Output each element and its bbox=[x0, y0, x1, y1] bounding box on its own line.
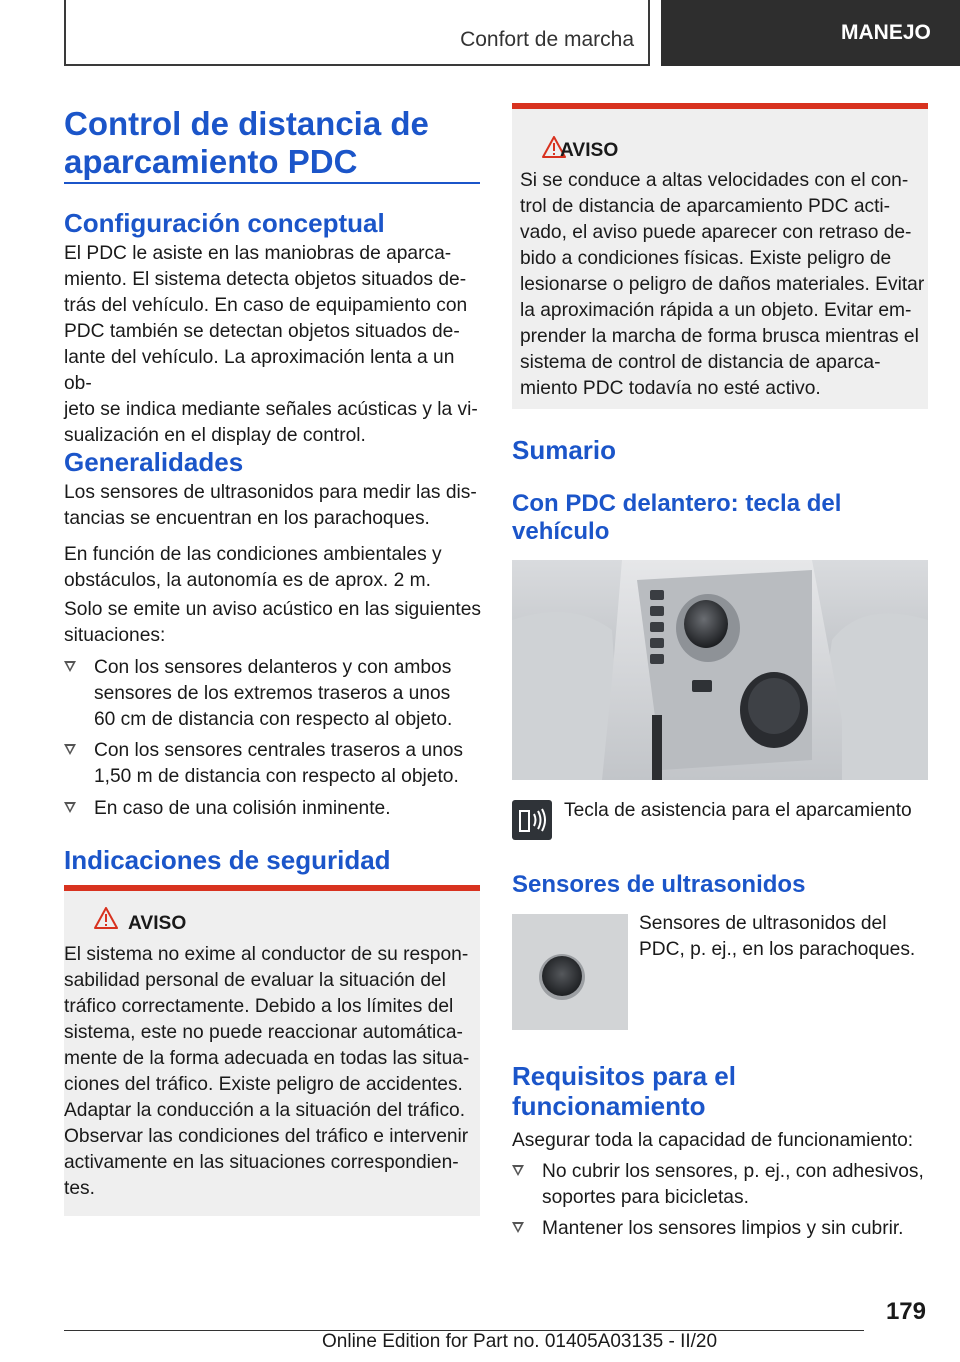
list-item-text bbox=[542, 1216, 904, 1242]
text-line: bido a condiciones físicas. Existe peligro de bbox=[520, 248, 892, 269]
text-line: El PDC le asiste en las maniobras de aparca‐ bbox=[64, 243, 452, 264]
list-item-text bbox=[94, 655, 452, 733]
list-item-text bbox=[94, 796, 391, 822]
text-line: El sistema no exime al conductor de su respon‐ bbox=[64, 944, 469, 965]
text-line: PDC también se detectan objetos situados de‐ bbox=[64, 321, 460, 342]
center-console-photo bbox=[512, 560, 928, 780]
heading-line: Con PDC delantero: tecla del bbox=[512, 490, 842, 517]
text-line: mente de la forma adecuada en todas las situa‐ bbox=[64, 1048, 470, 1069]
page-title-line-1: Control de distancia de bbox=[64, 105, 429, 142]
text-line: tancias se encuentran en los parachoques. bbox=[64, 508, 430, 529]
general-paragraph-1 bbox=[64, 480, 484, 532]
text-line: sistema, este no puede reaccionar automática‐ bbox=[64, 1022, 463, 1043]
list-item bbox=[64, 796, 480, 824]
text-line: Los sensores de ultrasonidos para medir las dis‐ bbox=[64, 482, 477, 503]
text-line: Con los sensores centrales traseros a unos bbox=[94, 740, 464, 761]
list-item bbox=[512, 1216, 928, 1244]
text-line: Si se conduce a altas velocidades con el con‐ bbox=[520, 170, 909, 191]
text-line: lesionarse o peligro de daños materiales. Evitar bbox=[520, 274, 925, 295]
list-item-text bbox=[94, 738, 463, 790]
text-line: la aproximación rápida a un objeto. Evitar em‐ bbox=[520, 300, 912, 321]
warning-text bbox=[520, 168, 930, 402]
text-line: Con los sensores delanteros y con ambos bbox=[94, 657, 452, 678]
text-line: No cubrir los sensores, p. ej., con adhesivos, bbox=[542, 1161, 924, 1182]
text-line: Mantener los sensores limpios y sin cubrir. bbox=[542, 1218, 904, 1239]
bullet-triangle-icon bbox=[64, 744, 76, 755]
header-chapter-title: MANEJO bbox=[841, 21, 931, 44]
general-paragraph-3 bbox=[64, 597, 484, 649]
text-line: trás del vehículo. En caso de equipamiento con bbox=[64, 295, 468, 316]
heading-requirements bbox=[512, 1061, 736, 1121]
footer-edition: Online Edition for Part no. 01405A03135 - II/20 bbox=[322, 1331, 718, 1352]
general-paragraph-2 bbox=[64, 542, 484, 594]
text-line: jeto se indica mediante señales acústicas y la vi‐ bbox=[64, 399, 478, 420]
text-line: activamente en las situaciones correspondien‐ bbox=[64, 1152, 459, 1173]
heading-summary: Sumario bbox=[512, 435, 617, 465]
concept-paragraph bbox=[64, 241, 484, 449]
text-line: situaciones: bbox=[64, 625, 166, 646]
text-line: trol de distancia de aparcamiento PDC acti‐ bbox=[520, 196, 891, 217]
page-number: 179 bbox=[885, 1298, 926, 1325]
text-line: Solo se emite un aviso acústico en las siguientes bbox=[64, 599, 482, 620]
text-line: sabilidad personal de evaluar la situación del bbox=[64, 970, 446, 991]
list-item bbox=[64, 738, 480, 792]
text-line: prender la marcha de forma brusca mientras el bbox=[520, 326, 919, 347]
warning-box-left bbox=[64, 885, 480, 1216]
text-line: Sensores de ultrasonidos del bbox=[639, 913, 887, 934]
text-line: tráfico correctamente. Debido a los límites del bbox=[64, 996, 454, 1017]
heading-line: Requisitos para el bbox=[512, 1061, 736, 1091]
warning-triangle-icon bbox=[94, 907, 118, 929]
warning-box-right bbox=[512, 103, 928, 409]
heading-line: vehículo bbox=[512, 518, 610, 545]
list-item bbox=[512, 1159, 928, 1213]
parking-assist-key-icon bbox=[512, 800, 552, 840]
list-item bbox=[64, 655, 480, 735]
page-title bbox=[64, 105, 429, 181]
text-line: lante del vehículo. La aproximación lenta a un ob‐ bbox=[64, 347, 455, 394]
text-line: sualización en el display de control. bbox=[64, 425, 366, 446]
text-line: Adaptar la conducción a la situación del tráfico. bbox=[64, 1100, 466, 1121]
text-line: vado, el aviso puede aparecer con retraso de‐ bbox=[520, 222, 912, 243]
heading-sensors: Sensores de ultrasonidos bbox=[512, 871, 806, 898]
center-console-illustration bbox=[512, 560, 928, 780]
heading-concept: Configuración conceptual bbox=[64, 208, 385, 238]
warning-title: AVISO bbox=[560, 140, 619, 161]
ultrasonic-sensor-illustration bbox=[512, 914, 628, 1030]
warning-text bbox=[64, 942, 484, 1202]
text-line: ciones del tráfico. Existe peligro de accidentes. bbox=[64, 1074, 463, 1095]
text-line: sensores de los extremos traseros a unos bbox=[94, 683, 451, 704]
page-title-line-2: aparcamiento PDC bbox=[64, 143, 358, 180]
text-line: obstáculos, la autonomía es de aprox. 2 m. bbox=[64, 570, 431, 591]
text-line: En caso de una colisión inminente. bbox=[94, 798, 391, 819]
sensors-text bbox=[639, 911, 928, 963]
text-line: sistema de control de distancia de aparca‐ bbox=[520, 352, 881, 373]
text-line: soportes para bicicletas. bbox=[542, 1187, 749, 1208]
title-rule bbox=[64, 182, 480, 184]
bullet-triangle-icon bbox=[64, 802, 76, 813]
heading-safety: Indicaciones de seguridad bbox=[64, 845, 391, 875]
text-line: 1,50 m de distancia con respecto al objeto. bbox=[94, 766, 459, 787]
text-line: miento. El sistema detecta objetos situados de‐ bbox=[64, 269, 467, 290]
text-line: En función de las condiciones ambientales y bbox=[64, 544, 442, 565]
key-caption: Tecla de asistencia para el aparcamiento bbox=[564, 800, 912, 821]
requirements-intro: Asegurar toda la capacidad de funcionamiento: bbox=[512, 1130, 914, 1151]
bullet-triangle-icon bbox=[64, 661, 76, 672]
header-section-box bbox=[64, 0, 650, 66]
text-line: tes. bbox=[64, 1178, 95, 1199]
bullet-triangle-icon bbox=[512, 1165, 524, 1176]
text-line: miento PDC todavía no esté activo. bbox=[520, 378, 821, 399]
heading-front-pdc bbox=[512, 490, 841, 546]
header-chapter-tab bbox=[661, 0, 960, 66]
text-line: Observar las condiciones del tráfico e intervenir bbox=[64, 1126, 469, 1147]
text-line: PDC, p. ej., en los parachoques. bbox=[639, 939, 916, 960]
heading-line: funcionamiento bbox=[512, 1091, 706, 1121]
text-line: 60 cm de distancia con respecto al objeto. bbox=[94, 709, 453, 730]
list-item-text bbox=[542, 1159, 924, 1211]
ultrasonic-sensor-photo bbox=[512, 914, 628, 1030]
header-section-title: Confort de marcha bbox=[460, 28, 634, 51]
heading-general: Generalidades bbox=[64, 447, 244, 477]
warning-title: AVISO bbox=[128, 913, 187, 934]
bullet-triangle-icon bbox=[512, 1222, 524, 1233]
